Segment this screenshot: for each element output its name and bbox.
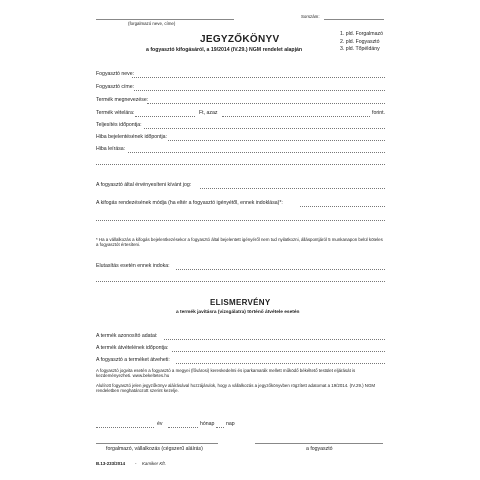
serial-line[interactable] — [324, 19, 384, 20]
footer-separator: - — [135, 461, 137, 466]
pickup-date-label: A fogyasztó a terméket átveheti: — [96, 357, 170, 363]
forint-label: forint. — [372, 110, 385, 116]
product-id-field[interactable] — [164, 339, 385, 340]
performance-date-field[interactable] — [144, 128, 385, 129]
consumer-address-field[interactable] — [134, 90, 385, 91]
settlement-method-line[interactable] — [96, 220, 385, 221]
copy-item: 3. pld. Tőpéldány — [340, 46, 380, 52]
defect-description-label: Hiba leírása: — [96, 146, 126, 152]
dispute-note: A fogyasztó jogvita esetén a fogyasztó a megyei (fővárosi) kereskedelmi és iparkamarák mellett működő békéltető testület eljárását is kezdeményezheti. www.bekeltetes.hu — [96, 368, 356, 379]
document-title: JEGYZŐKÖNYV — [200, 34, 280, 45]
serial-label: Sorszám: — [301, 14, 320, 19]
acknowledgement-subtitle: a termék javításra (vizsgálatra) történő átvétele esetén — [176, 310, 300, 315]
defect-report-date-field[interactable] — [168, 140, 385, 141]
product-id-label: A termék azonosító adatai: — [96, 333, 158, 339]
consumer-signature-line[interactable] — [255, 443, 383, 444]
consumer-signature-label: a fogyasztó — [306, 446, 333, 452]
rejection-reason-label: Elutasítás esetén ennek indoka: — [96, 263, 170, 269]
settlement-method-field[interactable] — [300, 206, 385, 207]
defect-description-line[interactable] — [96, 164, 385, 165]
form-code: B.13-233/2014 — [96, 461, 126, 466]
ft-label: Ft, azaz — [199, 110, 218, 116]
purchase-price-field[interactable] — [135, 116, 195, 117]
rejection-reason-field[interactable] — [176, 269, 385, 270]
consumer-address-label: Fogyasztó címe: — [96, 84, 135, 90]
copy-item: 1. pld. Forgalmazó — [340, 31, 383, 37]
receipt-date-label: A termék átvételének időpontja: — [96, 345, 169, 351]
pickup-date-field[interactable] — [176, 363, 385, 364]
consumer-name-field[interactable] — [132, 77, 385, 78]
consumer-right-field[interactable] — [200, 188, 385, 189]
purchase-price-label: Termék vételára: — [96, 110, 135, 116]
product-name-label: Termék megnevezése: — [96, 97, 149, 103]
day-field[interactable] — [216, 427, 224, 428]
consumer-right-label: A fogyasztó által érvényesíteni kívánt jog: — [96, 182, 192, 188]
issuer-line[interactable] — [96, 19, 234, 20]
year-label: év — [157, 421, 163, 427]
footnote: * Ha a vállalkozás a kifogás bejelentkezésekor a fogyasztó által bejelentett igényéről nem tud nyilatkozni, álláspontjáról 5 munkanapon belül köteles a fogyasztót értesíteni. — [96, 237, 383, 248]
settlement-method-label: A kifogás rendezésének módja (ha eltér a fogyasztó igényétől, ennek indoklása)*: — [96, 200, 283, 206]
defect-report-date-label: Hiba bejelentésének időpontja: — [96, 134, 167, 140]
copies-list — [340, 31, 383, 54]
receipt-date-field[interactable] — [172, 351, 385, 352]
vendor-signature-label: forgalmazó, vállalkozás (cégszerű aláírás) — [106, 446, 203, 452]
month-field[interactable] — [168, 427, 198, 428]
acknowledgement-title: ELISMERVÉNY — [210, 298, 271, 307]
printer-name: Kamiker Kft. — [142, 461, 166, 466]
month-label: hónap — [200, 421, 215, 427]
year-field[interactable] — [96, 427, 154, 428]
issuer-label: (forgalmazó neve, címe) — [128, 21, 176, 26]
rejection-reason-line[interactable] — [96, 281, 385, 282]
price-in-words-field[interactable] — [222, 116, 370, 117]
vendor-signature-line[interactable] — [96, 443, 218, 444]
consent-note: Alulírott fogyasztó jelen jegyzőkönyv aláírásával hozzájárulok, hogy a vállalkozás a jegyzőkönyvben rögzített adatomat a 19/2014. (IV.29.) NGM rendeletben meghatározott szerint kezelje. — [96, 383, 376, 394]
performance-date-label: Teljesítés időpontja: — [96, 122, 142, 128]
document-subtitle: a fogyasztó kifogásáról, a 19/2014 (IV.29.) NGM rendelet alapján — [146, 47, 303, 53]
product-name-field[interactable] — [147, 103, 385, 104]
defect-description-field[interactable] — [128, 152, 385, 153]
consumer-name-label: Fogyasztó neve: — [96, 71, 135, 77]
copy-item: 2. pld. Fogyasztó — [340, 38, 380, 45]
day-label: nap — [226, 421, 235, 427]
